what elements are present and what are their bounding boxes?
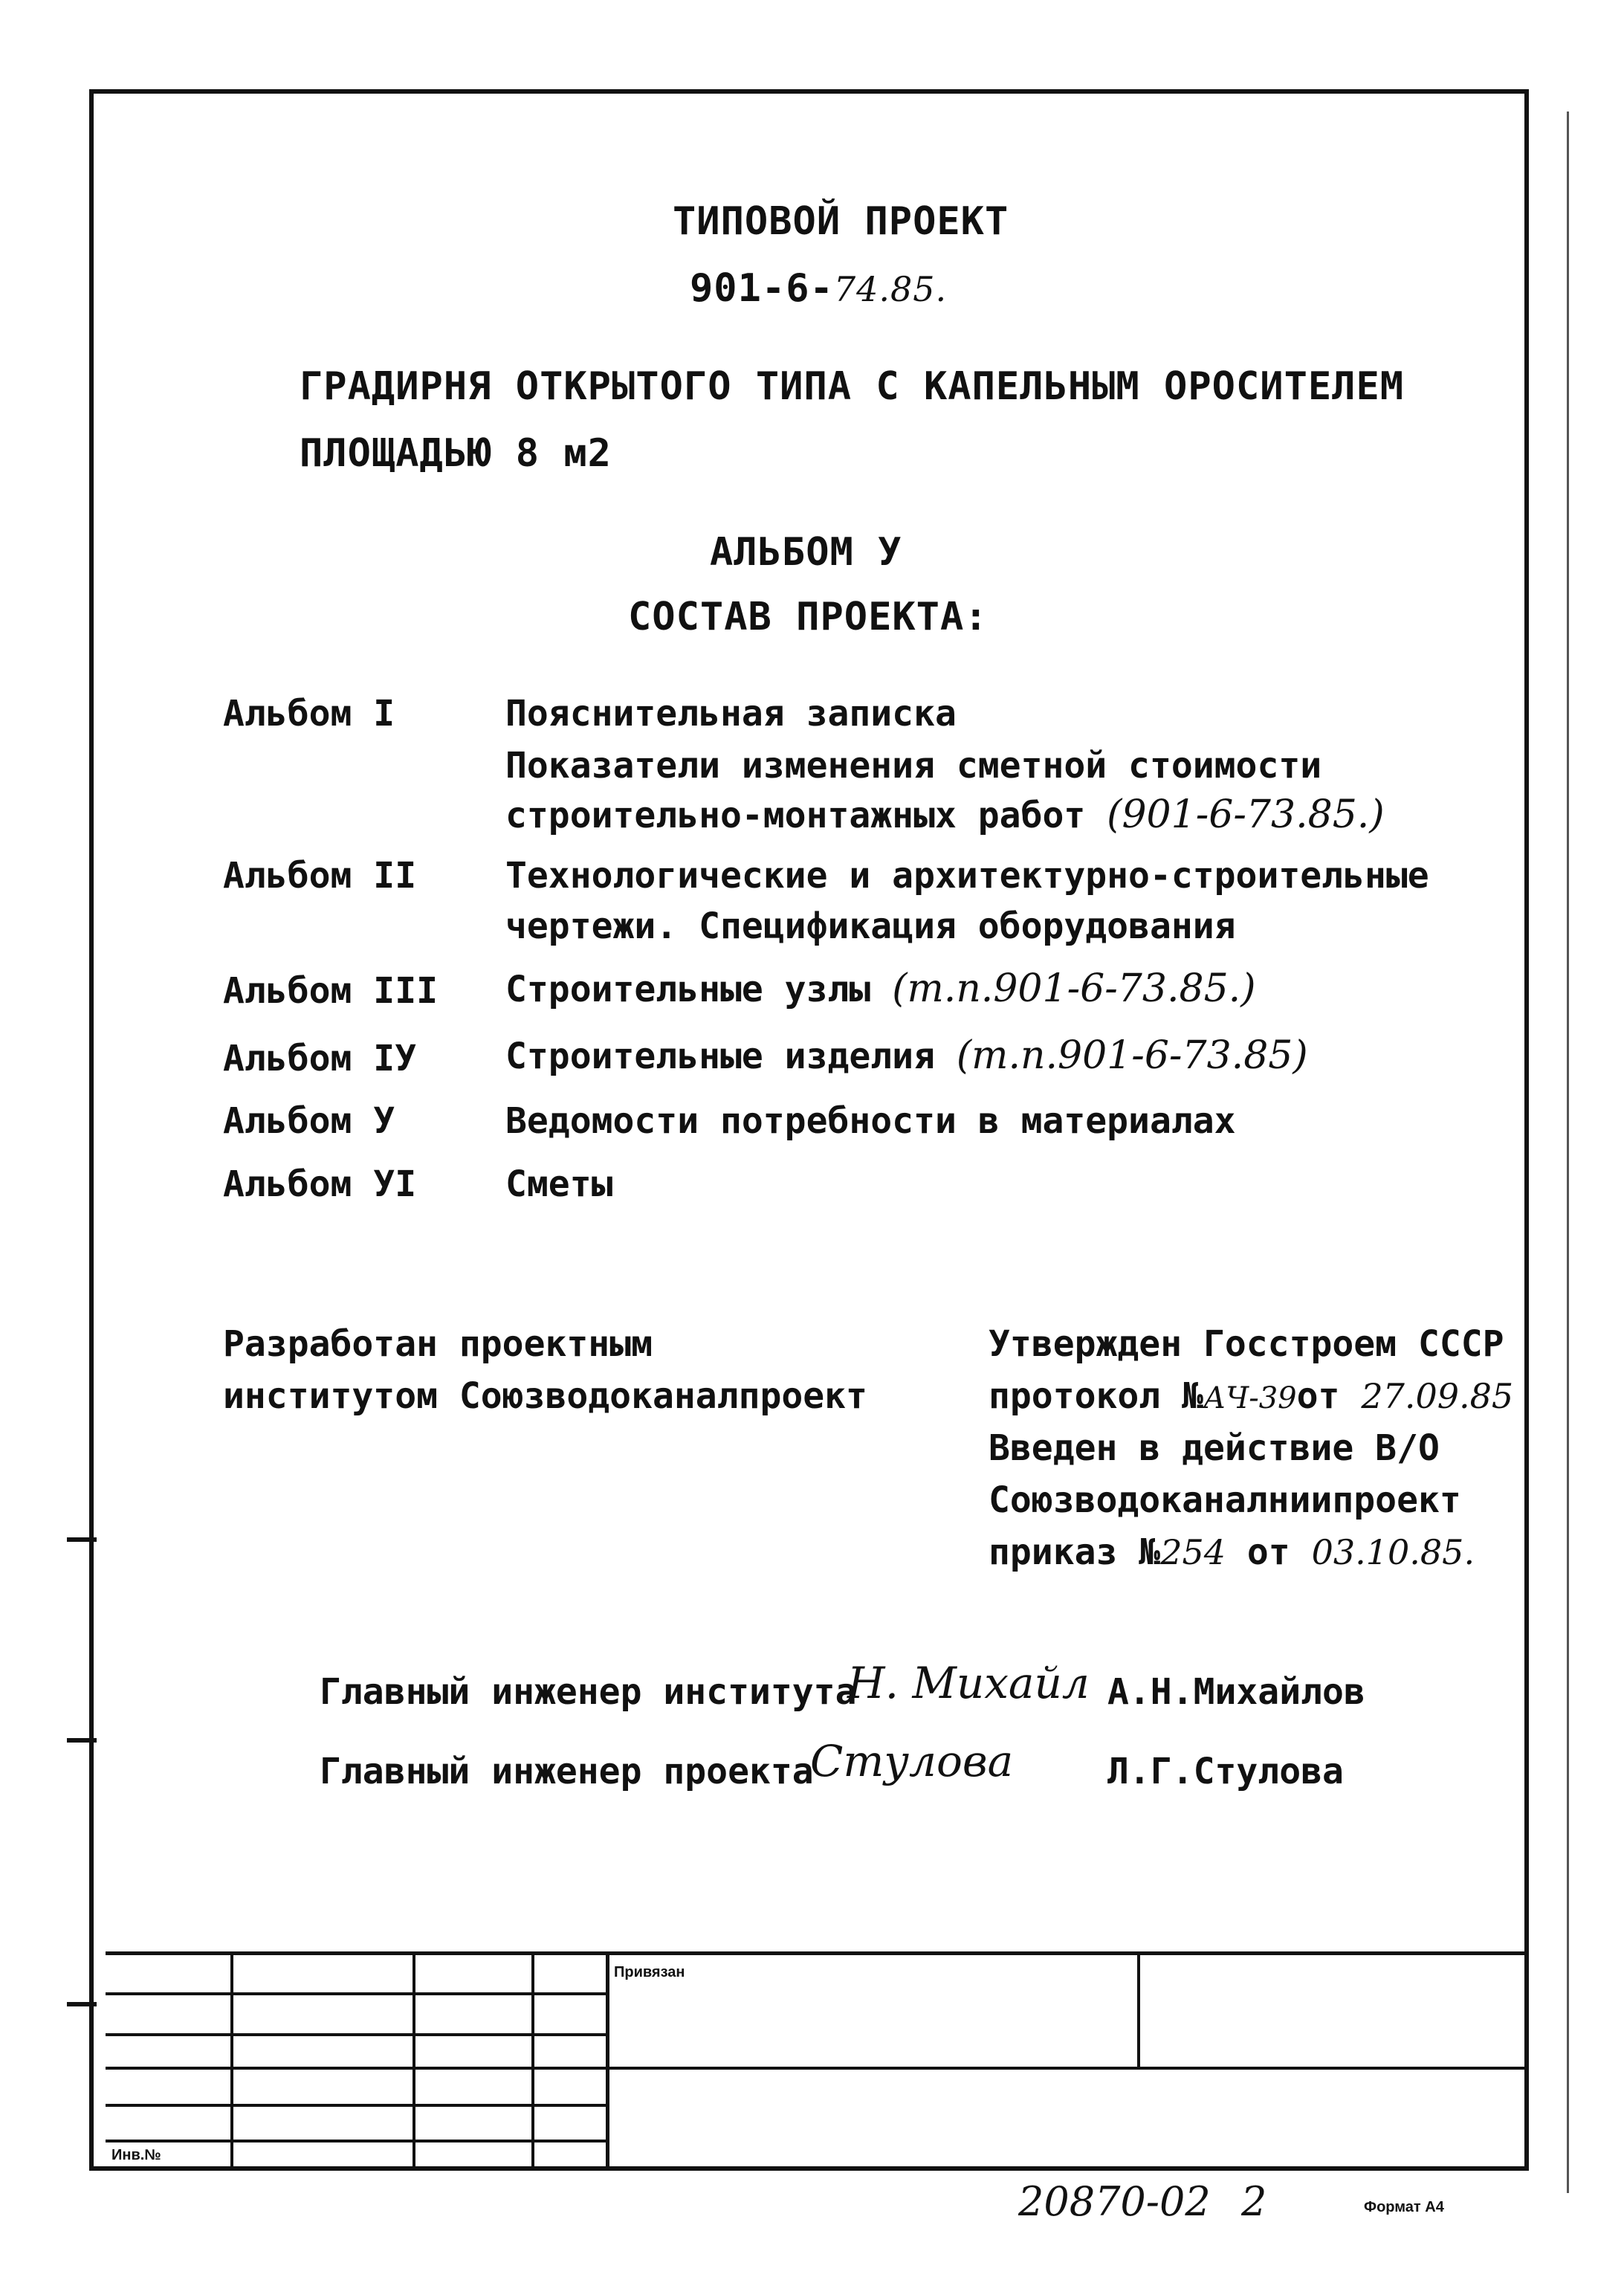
- protocol-date: 27.09.85: [1361, 1376, 1514, 1416]
- binding-tick: [67, 1738, 97, 1743]
- album-5-name: Альбом У: [223, 1100, 395, 1142]
- album-1-note: (901-6-73.85.): [1107, 792, 1385, 837]
- order-number: 254: [1160, 1532, 1226, 1572]
- album-label: АЛЬБОМ У: [710, 530, 902, 575]
- album-2-name: Альбом II: [223, 855, 417, 897]
- album-1-name: Альбом I: [223, 693, 395, 734]
- stamp-vline: [606, 1951, 609, 2171]
- developer-line-1: Разработан проектным: [223, 1323, 653, 1365]
- approval-line-1: Утвержден Госстроем СССР: [989, 1323, 1504, 1365]
- order-from: от: [1246, 1531, 1290, 1573]
- album-4-name: Альбом IУ: [223, 1038, 417, 1079]
- approval-line-3: Введен в действие В/О: [989, 1427, 1440, 1469]
- signature-1-handwritten: Н. Михайл: [847, 1658, 1090, 1708]
- album-1-line-3-text: строительно-монтажных работ: [505, 795, 1086, 836]
- developer-line-2: институтом Союзводоканалпроект: [223, 1375, 867, 1417]
- album-1-line-1: Пояснительная записка: [505, 693, 957, 734]
- subject-line-1: ГРАДИРНЯ ОТКРЫТОГО ТИПА С КАПЕЛЬНЫМ ОРОСИТЕЛЕМ: [300, 364, 1405, 409]
- stamp-vline: [413, 1951, 415, 2171]
- scan-edge-line: [1567, 112, 1569, 2193]
- project-code-handwritten: 74.85.: [833, 269, 948, 309]
- protocol-prefix: протокол №: [989, 1375, 1203, 1417]
- signature-1-role: Главный инженер института: [320, 1671, 857, 1713]
- inventory-label: Инв.№: [111, 2147, 161, 2163]
- album-3-name: Альбом III: [223, 970, 438, 1012]
- album-4-note: (т.п.901-6-73.85): [956, 1033, 1308, 1078]
- composition-heading: СОСТАВ ПРОЕКТА:: [628, 595, 989, 639]
- protocol-number: АЧ-39: [1203, 1381, 1297, 1415]
- stamp-hline: [106, 2067, 1529, 2070]
- stamp-vline: [1137, 1951, 1140, 2067]
- stamp-hline: [106, 1951, 1529, 1955]
- project-code-printed: 901-6-: [690, 266, 834, 311]
- album-5-line: Ведомости потребности в материалах: [505, 1100, 1236, 1142]
- album-6-line: Сметы: [505, 1163, 613, 1205]
- album-3-note: (т.п.901-6-73.85.): [892, 966, 1256, 1011]
- album-3-line: [505, 966, 1256, 1011]
- document-number: 20870-02: [1018, 2178, 1211, 2225]
- protocol-from: от: [1296, 1375, 1340, 1417]
- approval-line-4: Союзводоканалниипроект: [989, 1479, 1461, 1521]
- privyazan-label: Привязан: [614, 1964, 685, 1980]
- signature-2-name: Л.Г.Стулова: [1107, 1751, 1344, 1792]
- subject-line-2: ПЛОЩАДЬЮ 8 м2: [300, 431, 612, 476]
- approval-line-5: [989, 1531, 1475, 1573]
- album-1-line-3: [505, 792, 1385, 837]
- album-6-name: Альбом УI: [223, 1163, 417, 1205]
- album-4-line: [505, 1033, 1308, 1078]
- format-label: Формат А4: [1364, 2199, 1444, 2215]
- project-code: [690, 266, 947, 311]
- stamp-vline: [531, 1951, 534, 2171]
- album-2-line-2: чертежи. Спецификация оборудования: [505, 905, 1236, 947]
- signature-2-handwritten: Стулова: [810, 1736, 1014, 1786]
- signature-1-name: А.Н.Михайлов: [1107, 1671, 1365, 1713]
- document-title: ТИПОВОЙ ПРОЕКТ: [673, 199, 1009, 244]
- order-prefix: приказ №: [989, 1531, 1161, 1573]
- binding-tick: [67, 1537, 97, 1542]
- binding-tick: [67, 2002, 97, 2006]
- album-4-text: Строительные изделия: [505, 1036, 935, 1077]
- album-1-line-2: Показатели изменения сметной стоимости: [505, 745, 1322, 787]
- stamp-vline: [230, 1951, 233, 2171]
- album-2-line-1: Технологические и архитектурно-строительные: [505, 855, 1429, 897]
- sheet-number: 2: [1241, 2178, 1267, 2225]
- album-3-text: Строительные узлы: [505, 969, 871, 1010]
- order-date: 03.10.85.: [1311, 1532, 1475, 1572]
- approval-line-2: [989, 1375, 1513, 1417]
- signature-2-role: Главный инженер проекта: [320, 1751, 814, 1792]
